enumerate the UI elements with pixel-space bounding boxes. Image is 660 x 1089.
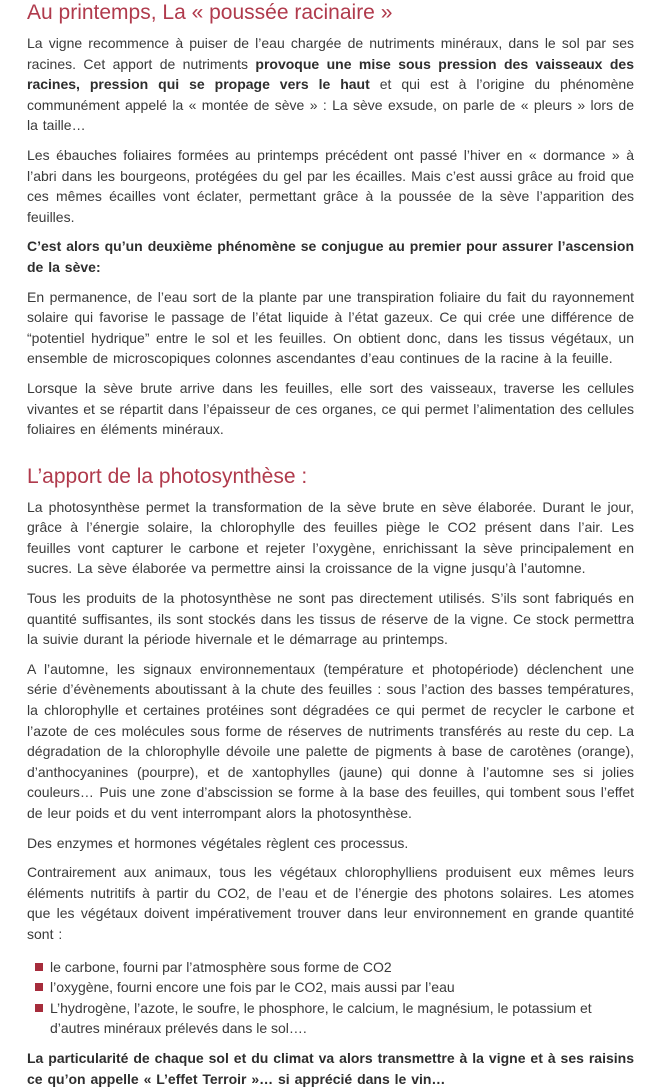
paragraph bbox=[27, 659, 634, 824]
text-run: Contrairement aux animaux, tous les végétaux chlorophylliens produisent eux mêmes leurs éléments nutritifs à partir du CO2, de l’eau et de l’énergie des photons solaires. Les atomes que les végétaux doivent impérativement trouver dans leur environnement en grande quantité sont : bbox=[27, 864, 634, 942]
text-run: Tous les produits de la photosynthèse ne sont pas directement utilisés. S’ils sont fabriqués en quantité suffisantes, ils sont stockés dans les tissus de réserve de la vigne. Ce stock permettra la suivie durant la période hivernale et le démarrage au printemps. bbox=[27, 590, 634, 648]
paragraph bbox=[27, 236, 634, 277]
text-run: En permanence, de l’eau sort de la plante par une transpiration foliaire du fait du rayonnement solaire qui favorise le passage de l’état liquide à l’état gazeux. Ce qui crée une différence de “potentiel hydrique” entre le sol et les feuilles. On obtient donc, dans les tissus végétaux, un ensemble de microscopiques colonnes ascendantes d’eau continues de la racine à la feuille. bbox=[27, 288, 634, 367]
paragraph bbox=[27, 833, 634, 854]
list-item bbox=[27, 998, 634, 1039]
text-run: et qui est à l’origine du phénomène communément appelé la « montée de sève » : La sève exsude, on parle de « pleurs » lors de la taille… bbox=[27, 76, 634, 134]
list-item-text: le carbone, fourni par l’atmosphère sous forme de CO2 bbox=[50, 958, 392, 975]
text-run: Les ébauches foliaires formées au printemps précédent ont passé l’hiver en « dormance » à l’abri dans les bourgeons, protégées du gel par les écailles. Mais c’est aussi grâce au froid que ces mêmes écailles vont éclater, permettant grâce à la poussée de la sève l’apparition des feuilles. bbox=[27, 146, 634, 225]
paragraph bbox=[27, 145, 634, 227]
paragraph bbox=[27, 287, 634, 369]
list-item-text: L’hydrogène, l’azote, le soufre, le phosphore, le calcium, le magnésium, le potassium et d’autres minéraux prélevés dans le sol…. bbox=[50, 999, 592, 1037]
paragraph bbox=[27, 1048, 634, 1089]
paragraph bbox=[27, 497, 634, 579]
article-body bbox=[27, 1, 634, 1089]
bullet-square-icon bbox=[35, 983, 43, 991]
bullet-square-icon bbox=[35, 1004, 43, 1012]
list-item bbox=[27, 977, 634, 998]
text-run: La photosynthèse permet la transformation de la sève brute en sève élaborée. Durant le jour, grâce à l’énergie solaire, la chlorophylle des feuilles piège le CO2 présent dans l’air. Les feuilles vont capturer le carbone et rejeter l’oxygène, enrichissant la sève principalement en sucres. La sève élaborée va permettre ainsi la croissance de la vigne jusqu’à l’automne. bbox=[27, 498, 634, 577]
bold-text-run: C’est alors qu’un deuxième phénomène se conjugue au premier pour assurer l’ascension de la sève: bbox=[27, 238, 634, 275]
bold-text-run: La particularité de chaque sol et du climat va alors transmettre à la vigne et à ses raisins ce qu’on appelle « L’effet Terroir »… si apprécié dans le vin… bbox=[27, 1049, 634, 1087]
text-run: A l’automne, les signaux environnementaux (température et photopériode) déclenchent une série d’évènements aboutissant à la chute des feuilles : sous l’action des basses températures, la chlorophylle et certaines protéines sont dégradées ce qui permet de recycler le carbone et l’azote de ces molécules sous forme de réserves de nutriments transférés au reste du cep. La dégradation de la chlorophylle dévoile une palette de pigments à base de carotènes (orange), d’anthocyanines (pourpre), et de xantophylles (jaune) qui donne à l’automne ses si jolies couleurs… Puis une zone d’abscission se forme à la base des feuilles, qui tombent sous l’effet de leur poids et du vent interrompant alors la photosynthèse. bbox=[27, 660, 634, 821]
list-item bbox=[27, 957, 634, 978]
bold-text-run: provoque une mise sous pression des vaisseaux des racines, pression qui se propage vers le haut bbox=[27, 55, 634, 93]
bullet-square-icon bbox=[35, 963, 43, 971]
paragraph bbox=[27, 378, 634, 440]
paragraph bbox=[27, 862, 634, 944]
paragraph bbox=[27, 588, 634, 650]
photosynthesis-heading: L’apport de la photosynthèse : bbox=[27, 464, 308, 488]
list-item-text: l’oxygène, fourni encore une fois par le CO2, mais aussi par l’eau bbox=[50, 979, 455, 996]
paragraph bbox=[27, 33, 634, 136]
spring-root-push-heading: Au printemps, La « poussée racinaire » bbox=[27, 1, 393, 24]
text-run: Des enzymes et hormones végétales règlent ces processus. bbox=[27, 834, 409, 851]
text-run: Lorsque la sève brute arrive dans les feuilles, elle sort des vaisseaux, traverse les cellules vivantes et se répartit dans l’épaisseur de ces organes, ce qui permet l’alimentation des cellules foliaires en éléments minéraux. bbox=[27, 379, 634, 438]
bullet-list bbox=[27, 957, 634, 1039]
text-run: La vigne recommence à puiser de l’eau chargée de nutriments minéraux, dans le sol par ses racines. Cet apport de nutriments bbox=[27, 35, 634, 72]
